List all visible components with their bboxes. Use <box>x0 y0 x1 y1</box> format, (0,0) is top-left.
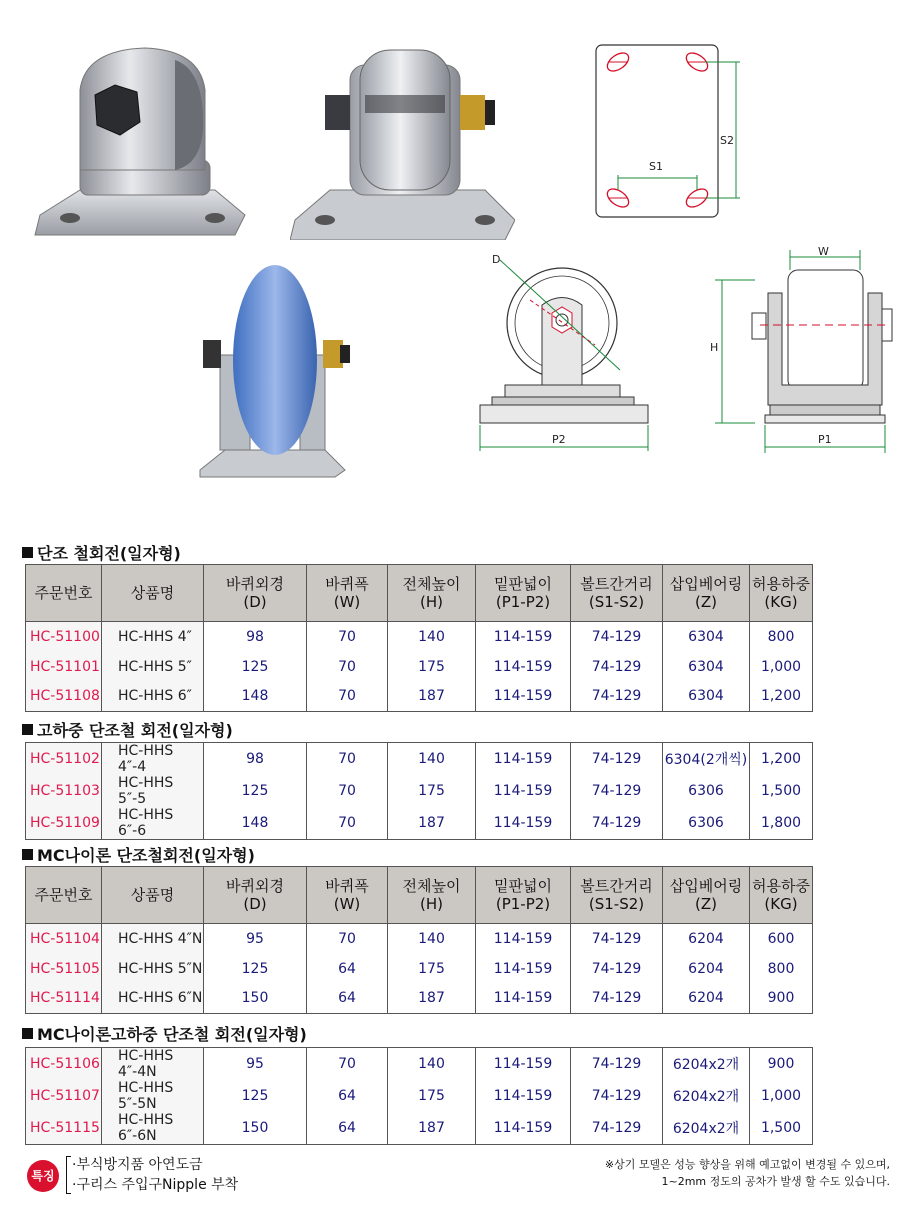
p1-label: P1 <box>818 433 832 446</box>
cell-d: 125 <box>204 775 307 807</box>
cell-d: 150 <box>204 1112 307 1145</box>
cell-code: HC-51103 <box>26 775 102 807</box>
cell-model: HC-HHS 6″-6N <box>102 1112 204 1145</box>
cell-model: HC-HHS 5″N <box>102 954 204 984</box>
table-row <box>26 924 813 954</box>
bracket-divider <box>66 1156 71 1194</box>
cell-kg: 800 <box>750 622 813 652</box>
cell-w: 70 <box>307 682 388 712</box>
cell-z: 6306 <box>663 807 750 840</box>
cell-s: 74-129 <box>571 775 663 807</box>
plate-top-drawing <box>590 40 750 225</box>
col-bearing: 삽입베어링 (Z) <box>663 867 750 924</box>
table-row <box>26 652 813 682</box>
table-row <box>26 807 813 840</box>
cell-h: 140 <box>388 622 476 652</box>
square-bullet-icon <box>22 547 33 558</box>
cell-code: HC-51109 <box>26 807 102 840</box>
cell-z: 6304 <box>663 622 750 652</box>
cell-w: 70 <box>307 1048 388 1081</box>
cell-model: HC-HHS 4″-4N <box>102 1048 204 1081</box>
front-view-drawing <box>700 245 900 460</box>
section-title: 단조 철회전(일자형) <box>22 541 181 564</box>
caster-photo-side <box>290 40 515 240</box>
col-order-no: 주문번호 <box>26 867 102 924</box>
cell-model: HC-HHS 6″N <box>102 984 204 1014</box>
w-label: W <box>818 245 829 258</box>
col-load: 허용하중 (KG) <box>750 867 813 924</box>
cell-code: HC-51106 <box>26 1048 102 1081</box>
col-bolt: 볼트간거리 (S1-S2) <box>571 565 663 622</box>
col-product: 상품명 <box>102 867 204 924</box>
cell-p: 114-159 <box>476 984 571 1014</box>
cell-p: 114-159 <box>476 622 571 652</box>
cell-s: 74-129 <box>571 1048 663 1081</box>
cell-h: 175 <box>388 652 476 682</box>
col-diameter: 바퀴외경 (D) <box>204 867 307 924</box>
cell-kg: 600 <box>750 924 813 954</box>
table-row <box>26 682 813 712</box>
cell-model: HC-HHS 6″-6 <box>102 807 204 840</box>
col-load: 허용하중 (KG) <box>750 565 813 622</box>
cell-s: 74-129 <box>571 1080 663 1112</box>
cell-kg: 900 <box>750 984 813 1014</box>
spec-table <box>25 742 813 840</box>
cell-h: 140 <box>388 1048 476 1081</box>
cell-p: 114-159 <box>476 954 571 984</box>
cell-z: 6204 <box>663 954 750 984</box>
cell-model: HC-HHS 4″-4 <box>102 743 204 776</box>
cell-code: HC-51107 <box>26 1080 102 1112</box>
cell-s: 74-129 <box>571 807 663 840</box>
col-diameter: 바퀴외경 (D) <box>204 565 307 622</box>
s1-label: S1 <box>649 160 663 173</box>
col-plate: 밑판넓이 (P1-P2) <box>476 867 571 924</box>
table-row <box>26 1112 813 1145</box>
cell-s: 74-129 <box>571 743 663 776</box>
p2-label: P2 <box>552 433 566 446</box>
cell-h: 187 <box>388 1112 476 1145</box>
cell-code: HC-51100 <box>26 622 102 652</box>
table-row <box>26 954 813 984</box>
col-bearing: 삽입베어링 (Z) <box>663 565 750 622</box>
spec-table <box>25 564 813 712</box>
table-row <box>26 743 813 776</box>
table-row <box>26 775 813 807</box>
cell-w: 70 <box>307 743 388 776</box>
cell-d: 150 <box>204 984 307 1014</box>
col-product: 상품명 <box>102 565 204 622</box>
cell-kg: 1,200 <box>750 682 813 712</box>
cell-model: HC-HHS 6″ <box>102 682 204 712</box>
cell-code: HC-51101 <box>26 652 102 682</box>
table-row <box>26 1080 813 1112</box>
table-row <box>26 984 813 1014</box>
cell-p: 114-159 <box>476 924 571 954</box>
section-title: MC나이론고하중 단조철 회전(일자형) <box>22 1022 307 1045</box>
square-bullet-icon <box>22 849 33 860</box>
cell-d: 98 <box>204 743 307 776</box>
cell-model: HC-HHS 4″ <box>102 622 204 652</box>
cell-kg: 1,800 <box>750 807 813 840</box>
cell-z: 6304(2개씩) <box>663 743 750 776</box>
cell-d: 148 <box>204 682 307 712</box>
cell-z: 6204x2개 <box>663 1048 750 1081</box>
cell-w: 70 <box>307 807 388 840</box>
cell-z: 6204 <box>663 924 750 954</box>
col-order-no: 주문번호 <box>26 565 102 622</box>
side-view-drawing <box>470 245 670 460</box>
feature-item: ·구리스 주입구Nipple 부착 <box>72 1177 239 1193</box>
cell-d: 125 <box>204 954 307 984</box>
cell-s: 74-129 <box>571 954 663 984</box>
col-width: 바퀴폭 (W) <box>307 565 388 622</box>
col-plate: 밑판넓이 (P1-P2) <box>476 565 571 622</box>
cell-p: 114-159 <box>476 1112 571 1145</box>
s2-label: S2 <box>720 134 734 147</box>
cell-model: HC-HHS 5″-5 <box>102 775 204 807</box>
col-bolt: 볼트간거리 (S1-S2) <box>571 867 663 924</box>
cell-h: 140 <box>388 743 476 776</box>
cell-h: 187 <box>388 682 476 712</box>
caster-photo-front <box>25 40 250 240</box>
cell-p: 114-159 <box>476 1048 571 1081</box>
cell-w: 70 <box>307 775 388 807</box>
section-title: 고하중 단조철 회전(일자형) <box>22 718 233 741</box>
cell-h: 187 <box>388 807 476 840</box>
table-row <box>26 622 813 652</box>
cell-w: 70 <box>307 622 388 652</box>
cell-h: 175 <box>388 954 476 984</box>
cell-code: HC-51105 <box>26 954 102 984</box>
square-bullet-icon <box>22 1028 33 1039</box>
cell-s: 74-129 <box>571 652 663 682</box>
cell-z: 6204 <box>663 984 750 1014</box>
cell-p: 114-159 <box>476 1080 571 1112</box>
cell-d: 148 <box>204 807 307 840</box>
cell-s: 74-129 <box>571 924 663 954</box>
square-bullet-icon <box>22 724 33 735</box>
col-height: 전체높이 (H) <box>388 867 476 924</box>
h-label: H <box>710 341 719 354</box>
cell-w: 64 <box>307 1112 388 1145</box>
disclaimer-note: 1~2mm 정도의 공차가 발생 할 수도 있습니다. <box>661 1175 890 1188</box>
cell-s: 74-129 <box>571 622 663 652</box>
cell-code: HC-51108 <box>26 682 102 712</box>
col-width: 바퀴폭 (W) <box>307 867 388 924</box>
cell-w: 64 <box>307 984 388 1014</box>
cell-w: 70 <box>307 924 388 954</box>
cell-d: 125 <box>204 652 307 682</box>
cell-d: 125 <box>204 1080 307 1112</box>
d-label: D <box>492 253 501 266</box>
spec-table <box>25 1047 813 1145</box>
cell-model: HC-HHS 5″-5N <box>102 1080 204 1112</box>
cell-d: 98 <box>204 622 307 652</box>
cell-z: 6204x2개 <box>663 1112 750 1145</box>
caster-photo-nylon <box>195 265 355 480</box>
cell-z: 6304 <box>663 652 750 682</box>
cell-p: 114-159 <box>476 682 571 712</box>
cell-d: 95 <box>204 1048 307 1081</box>
cell-h: 175 <box>388 775 476 807</box>
cell-w: 64 <box>307 1080 388 1112</box>
col-height: 전체높이 (H) <box>388 565 476 622</box>
cell-w: 64 <box>307 954 388 984</box>
cell-kg: 1,200 <box>750 743 813 776</box>
cell-h: 140 <box>388 924 476 954</box>
cell-model: HC-HHS 5″ <box>102 652 204 682</box>
cell-h: 187 <box>388 984 476 1014</box>
cell-s: 74-129 <box>571 984 663 1014</box>
cell-p: 114-159 <box>476 652 571 682</box>
cell-kg: 1,500 <box>750 775 813 807</box>
cell-code: HC-51114 <box>26 984 102 1014</box>
cell-model: HC-HHS 4″N <box>102 924 204 954</box>
cell-kg: 1,000 <box>750 1080 813 1112</box>
cell-p: 114-159 <box>476 775 571 807</box>
cell-s: 74-129 <box>571 682 663 712</box>
section-title: MC나이론 단조철회전(일자형) <box>22 843 255 866</box>
disclaimer-note: ※상기 모델은 성능 향상을 위해 예고없이 변경될 수 있으며, <box>604 1158 890 1171</box>
cell-z: 6306 <box>663 775 750 807</box>
cell-code: HC-51104 <box>26 924 102 954</box>
cell-code: HC-51115 <box>26 1112 102 1145</box>
cell-code: HC-51102 <box>26 743 102 776</box>
cell-p: 114-159 <box>476 743 571 776</box>
cell-z: 6204x2개 <box>663 1080 750 1112</box>
cell-w: 70 <box>307 652 388 682</box>
cell-p: 114-159 <box>476 807 571 840</box>
cell-kg: 1,000 <box>750 652 813 682</box>
spec-table <box>25 866 813 1014</box>
cell-d: 95 <box>204 924 307 954</box>
cell-h: 175 <box>388 1080 476 1112</box>
feature-item: ·부식방지품 아연도금 <box>72 1157 203 1173</box>
cell-kg: 900 <box>750 1048 813 1081</box>
table-row <box>26 1048 813 1081</box>
cell-kg: 800 <box>750 954 813 984</box>
feature-badge: 특징 <box>27 1160 59 1192</box>
cell-s: 74-129 <box>571 1112 663 1145</box>
cell-kg: 1,500 <box>750 1112 813 1145</box>
cell-z: 6304 <box>663 682 750 712</box>
